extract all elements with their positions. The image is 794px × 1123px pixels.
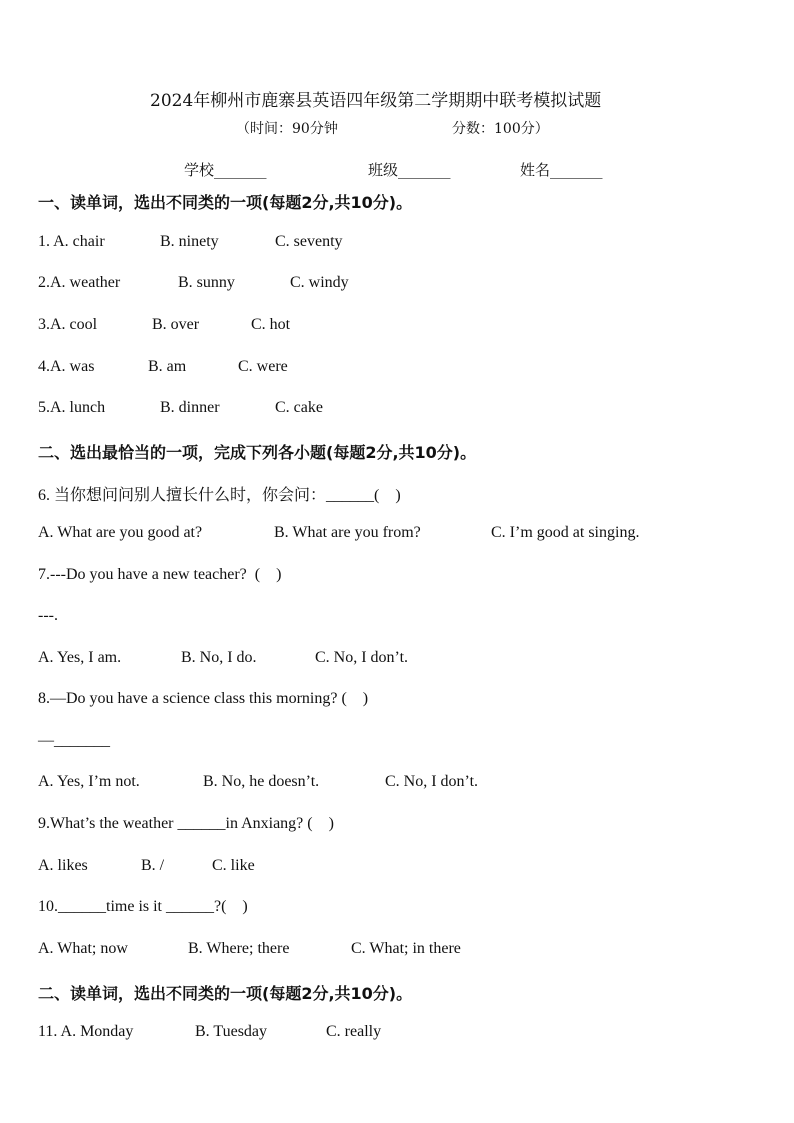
option-b: B. sunny [178, 274, 235, 291]
question-stem: 6. 当你想问问别人擅长什么时，你会问：______( ) [38, 487, 401, 504]
option-c: C. really [326, 1023, 382, 1040]
school-field: 学校_______ [184, 161, 267, 179]
option-b: B. What are you from? [274, 524, 421, 541]
question-stem: 7.---Do you have a new teacher? ( ) [38, 566, 282, 583]
option-c: C. were [238, 358, 288, 375]
option-b: B. No, he doesn’t. [203, 773, 320, 790]
option-b: B. Where; there [188, 940, 290, 957]
option-a: 5.A. lunch [38, 399, 106, 416]
option-c: C. cake [275, 399, 323, 416]
question-stem: 10.______time is it ______?( ) [38, 898, 248, 915]
option-a: A. likes [38, 857, 88, 874]
section-heading-3: 二、读单词，选出不同类的一项(每题2分,共10分)。 [38, 984, 413, 1003]
option-c: C. No, I don’t. [315, 649, 409, 666]
option-a: 11. A. Monday [38, 1023, 134, 1040]
option-a: 1. A. chair [38, 233, 105, 250]
option-c: C. No, I don’t. [385, 773, 479, 790]
option-c: C. windy [290, 274, 349, 291]
name-field: 姓名_______ [520, 161, 603, 179]
page-title: 2024年柳州市鹿寨县英语四年级第二学期期中联考模拟试题 [150, 91, 602, 111]
section-heading-2: 二、选出最恰当的一项，完成下列各小题(每题2分,共10分)。 [38, 443, 477, 462]
option-c: C. like [212, 857, 255, 874]
option-b: B. No, I do. [181, 649, 257, 666]
option-b: B. Tuesday [195, 1023, 268, 1040]
option-b: B. dinner [160, 399, 220, 416]
option-c: C. I’m good at singing. [491, 524, 640, 541]
exam-time: （时间：90分钟 [236, 121, 338, 137]
option-a: A. Yes, I’m not. [38, 773, 140, 790]
class-field: 班级_______ [368, 161, 451, 179]
exam-score: 分数：100分） [452, 121, 549, 137]
option-a: 4.A. was [38, 358, 95, 375]
answer-line: ---. [38, 607, 58, 624]
question-stem: 8.—Do you have a science class this morning? ( ) [38, 690, 369, 707]
option-a: A. Yes, I am. [38, 649, 122, 666]
section-heading-1: 一、读单词，选出不同类的一项(每题2分,共10分)。 [38, 193, 413, 212]
option-a: 3.A. cool [38, 316, 98, 333]
answer-line: —_______ [38, 732, 110, 749]
option-c: C. What; in there [351, 940, 461, 957]
option-b: B. over [152, 316, 200, 333]
option-b: B. / [141, 857, 165, 874]
question-stem: 9.What’s the weather ______in Anxiang? ( ) [38, 815, 334, 832]
option-a: A. What are you good at? [38, 524, 203, 541]
option-c: C. hot [251, 316, 291, 333]
option-b: B. ninety [160, 233, 219, 250]
option-a: A. What; now [38, 940, 128, 957]
option-b: B. am [148, 358, 187, 375]
option-a: 2.A. weather [38, 274, 121, 291]
option-c: C. seventy [275, 233, 343, 250]
